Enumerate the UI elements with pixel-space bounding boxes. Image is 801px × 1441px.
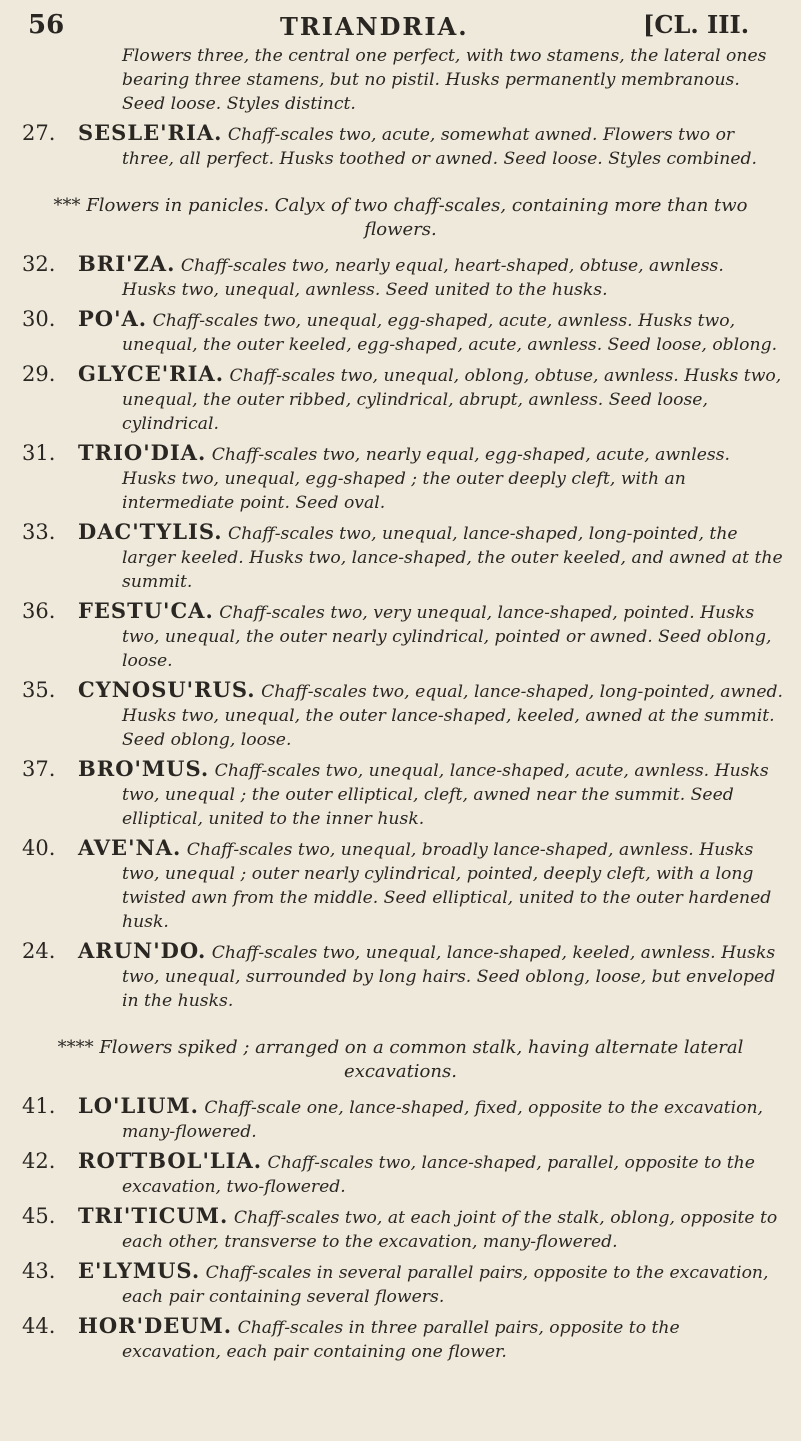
entry-text xyxy=(78,939,783,1013)
genus-entry xyxy=(0,121,801,171)
genus-entry xyxy=(0,599,801,673)
entry-number: 31. xyxy=(22,441,56,465)
genus-description: Chaff-scales two, unequal, lance-shaped, keeled, awnless. Husks two, unequal, surrounded by long hairs. Seed oblong, loose, but enveloped in the husks. xyxy=(122,943,776,1011)
genus-name: AVE'NA. xyxy=(78,835,182,860)
genus-entry xyxy=(0,678,801,752)
genus-entry xyxy=(0,307,801,357)
entry-number: 24. xyxy=(22,939,56,963)
genus-entry xyxy=(0,1259,801,1309)
entry-number: 30. xyxy=(22,307,56,331)
genus-description: Chaff-scales two, unequal, broadly lance-shaped, awnless. Husks two, unequal ; outer nearly cylindrical, pointed, deeply cleft, with a long twisted awn from the middle. Seed elliptical, united to the outer hardened husk. xyxy=(122,840,772,932)
genus-entry xyxy=(0,1149,801,1199)
entry-number: 42. xyxy=(22,1149,56,1173)
group-2 xyxy=(0,252,801,1013)
entry-number: 36. xyxy=(22,599,56,623)
genus-entry xyxy=(0,441,801,515)
genus-name: BRO'MUS. xyxy=(78,756,210,781)
genus-description: Chaff-scales two, unequal, egg-shaped, acute, awnless. Husks two, unequal, the outer keeled, egg-shaped, acute, awnless. Seed loose, oblong. xyxy=(122,311,778,355)
entry-text xyxy=(78,1204,783,1254)
genus-name: HOR'DEUM. xyxy=(78,1313,233,1338)
entry-number: 27. xyxy=(22,121,56,145)
genus-description: Chaff-scales in several parallel pairs, opposite to the excavation, each pair containing several flowers. xyxy=(122,1263,769,1307)
entry-text xyxy=(78,836,783,934)
genus-name: TRI'TICUM. xyxy=(78,1203,229,1228)
running-title: TRIANDRIA. xyxy=(280,12,469,41)
genus-description: Chaff-scales two, nearly equal, heart-shaped, obtuse, awnless. Husks two, unequal, awnless. Seed united to the husks. xyxy=(122,256,724,300)
genus-description: Chaff-scales two, unequal, oblong, obtuse, awnless. Husks two, unequal, the outer ribbed, cylindrical, abrupt, awnless. Seed loose, cylindrical. xyxy=(122,366,782,434)
genus-description: Chaff-scales two, acute, somewhat awned. Flowers two or three, all perfect. Husks toothed or awned. Seed loose. Styles combined. xyxy=(122,125,758,169)
page-number: 56 xyxy=(28,10,65,40)
page-header xyxy=(0,0,801,44)
entry-number: 33. xyxy=(22,520,56,544)
entry-text xyxy=(78,441,783,515)
genus-name: ARUN'DO. xyxy=(78,938,207,963)
entry-number: 41. xyxy=(22,1094,56,1118)
entry-number: 40. xyxy=(22,836,56,860)
genus-description: Chaff-scale one, lance-shaped, fixed, opposite to the excavation, many-flowered. xyxy=(122,1098,763,1142)
entry-number: 43. xyxy=(22,1259,56,1283)
genus-entry xyxy=(0,939,801,1013)
section-note-spiked: **** Flowers spiked ; arranged on a common stalk, having alternate lateral excavations. xyxy=(57,1037,744,1082)
entry-text xyxy=(78,307,783,357)
entry-text xyxy=(78,121,783,171)
entry-text xyxy=(78,678,783,752)
entry-text xyxy=(78,1149,783,1199)
entry-text xyxy=(78,362,783,436)
entry-text xyxy=(78,757,783,831)
genus-description: Chaff-scales two, at each joint of the stalk, oblong, opposite to each other, transverse to the excavation, many-flowered. xyxy=(122,1208,778,1252)
entry-text xyxy=(78,599,783,673)
genus-description: Chaff-scales two, lance-shaped, parallel, opposite to the excavation, two-flowered. xyxy=(122,1153,755,1197)
genus-name: PO'A. xyxy=(78,306,148,331)
class-mark: [CL. III. xyxy=(643,10,750,39)
entries xyxy=(0,44,801,1369)
entry-number: 44. xyxy=(22,1314,56,1338)
genus-name: FESTU'CA. xyxy=(78,598,214,623)
genus-entry xyxy=(0,1204,801,1254)
genus-name: E'LYMUS. xyxy=(78,1258,201,1283)
genus-name: DAC'TYLIS. xyxy=(78,519,223,544)
genus-description: Chaff-scales two, unequal, lance-shaped, acute, awnless. Husks two, unequal ; the outer elliptical, cleft, awned near the summit. Seed elliptical, united to the inner husk. xyxy=(122,761,769,829)
genus-name: TRIO'DIA. xyxy=(78,440,207,465)
entry-text xyxy=(78,1094,783,1144)
entry-text xyxy=(78,1259,783,1309)
genus-description: Chaff-scales in three parallel pairs, opposite to the excavation, each pair containing one flower. xyxy=(122,1318,680,1362)
intro-text: Flowers three, the central one perfect, with two stamens, the lateral ones bearing three stamens, but no pistil. Husks permanently membranous. Seed loose. Styles distinct. xyxy=(122,46,767,114)
entry-text xyxy=(78,520,783,594)
genus-entry xyxy=(0,1094,801,1144)
genus-entry xyxy=(0,757,801,831)
genus-description: Chaff-scales two, unequal, lance-shaped, long-pointed, the larger keeled. Husks two, lance-shaped, the outer keeled, and awned at the summit. xyxy=(122,524,783,592)
genus-name: CYNOSU'RUS. xyxy=(78,677,256,702)
genus-entry xyxy=(0,362,801,436)
genus-description: Chaff-scales two, equal, lance-shaped, long-pointed, awned. Husks two, unequal, the outer lance-shaped, keeled, awned at the summit. Seed oblong, loose. xyxy=(122,682,783,750)
genus-entry xyxy=(0,836,801,934)
genus-name: SESLE'RIA. xyxy=(78,120,223,145)
group-1 xyxy=(0,121,801,171)
genus-description: Chaff-scales two, very unequal, lance-shaped, pointed. Husks two, unequal, the outer nearly cylindrical, pointed or awned. Seed oblong, loose. xyxy=(122,603,772,671)
genus-description: Chaff-scales two, nearly equal, egg-shaped, acute, awnless. Husks two, unequal, egg-shaped ; the outer deeply cleft, with an intermediate point. Seed oval. xyxy=(122,445,730,513)
entry-number: 45. xyxy=(22,1204,56,1228)
entry-text xyxy=(78,252,783,302)
entry-text xyxy=(78,1314,783,1364)
entry-number: 32. xyxy=(22,252,56,276)
entry-number: 29. xyxy=(22,362,56,386)
genus-name: BRI'ZA. xyxy=(78,251,176,276)
group-3 xyxy=(0,1094,801,1364)
genus-entry xyxy=(0,252,801,302)
genus-name: LO'LIUM. xyxy=(78,1093,199,1118)
genus-entry xyxy=(0,1314,801,1364)
intro-paragraph xyxy=(0,44,801,116)
entry-number: 35. xyxy=(22,678,56,702)
section-note-panicles: *** Flowers in panicles. Calyx of two chaff-scales, containing more than two flowers. xyxy=(53,195,748,240)
genus-entry xyxy=(0,520,801,594)
genus-name: ROTTBOL'LIA. xyxy=(78,1148,263,1173)
entry-number: 37. xyxy=(22,757,56,781)
genus-name: GLYCE'RIA. xyxy=(78,361,225,386)
